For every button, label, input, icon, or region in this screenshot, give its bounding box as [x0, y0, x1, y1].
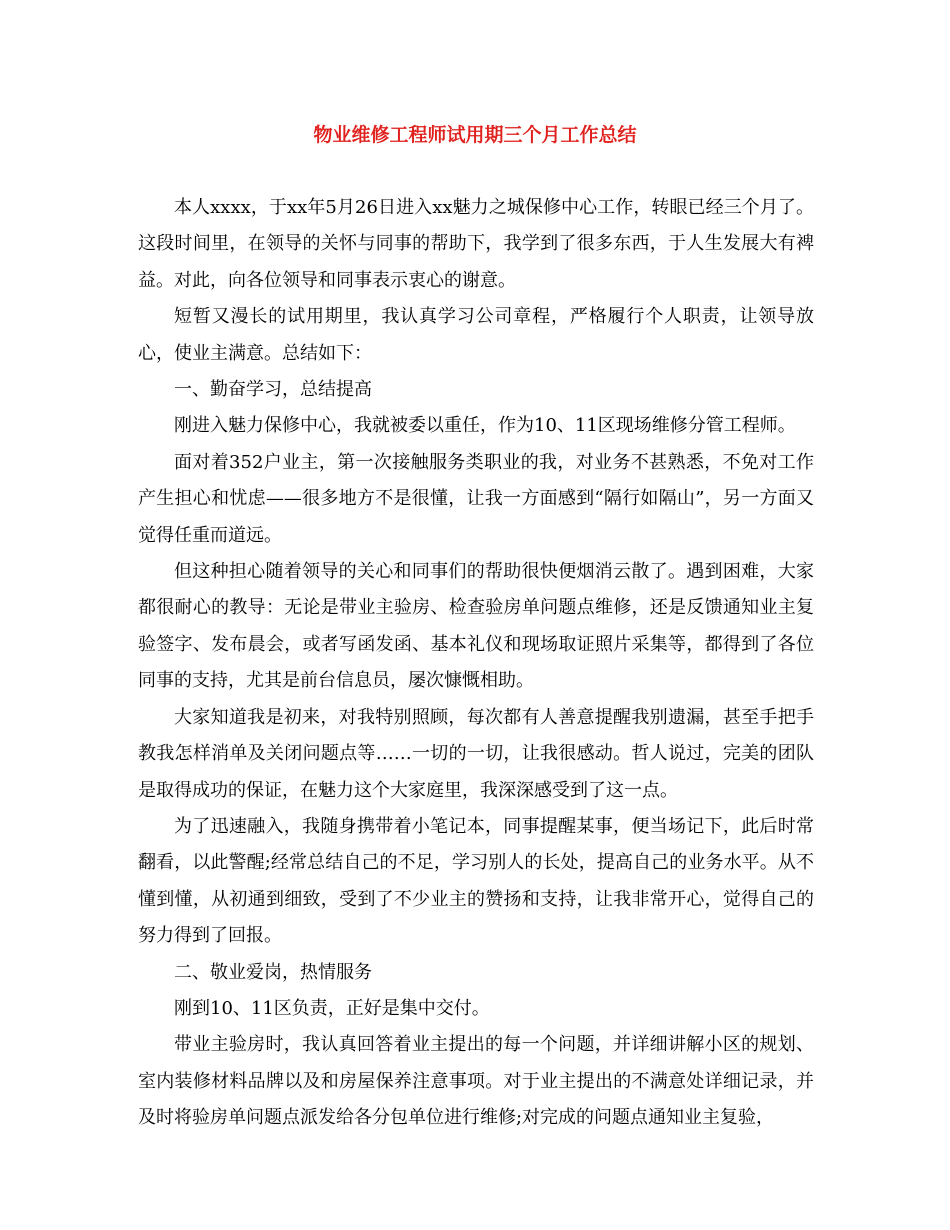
paragraph: 面对着352户业主，第一次接触服务类职业的我，对业务不甚熟悉，不免对工作产生担心和忧虑——很多地方不是很懂，让我一方面感到“隔行如隔山”，另一方面又觉得任重而道远。	[138, 451, 814, 546]
paragraph: 短暂又漫长的试用期里，我认真学习公司章程，严格履行个人职责，让领导放心，使业主满意。总结如下：	[138, 306, 814, 364]
paragraph: 刚进入魅力保修中心，我就被委以重任，作为10、11区现场维修分管工程师。	[174, 415, 796, 437]
document-title: 物业维修工程师试用期三个月工作总结	[313, 124, 637, 146]
paragraph: 为了迅速融入，我随身携带着小笔记本，同事提醒某事，便当场记下，此后时常翻看，以此警醒;经常总结自己的不足，学习别人的长处，提高自己的业务水平。从不懂到懂，从初通到细致，受到了不少业主的赞扬和支持，让我非常开心，觉得自己的努力得到了回报。	[138, 815, 814, 947]
paragraph: 带业主验房时，我认真回答着业主提出的每一个问题，并详细讲解小区的规划、室内装修材料品牌以及和房屋保养注意事项。对于业主提出的不满意处详细记录，并及时将验房单问题点派发给各分包单位进行维修;对完成的问题点通知业主复验，	[138, 1034, 814, 1129]
paragraph: 本人xxxx，于xx年5月26日进入xx魅力之城保修中心工作，转眼已经三个月了。这段时间里，在领导的关怀与同事的帮助下，我学到了很多东西，于人生发展大有裨益。对此，向各位领导和同事表示衷心的谢意。	[138, 197, 814, 291]
paragraph: 刚到10、11区负责，正好是集中交付。	[174, 997, 490, 1019]
paragraph: 但这种担心随着领导的关心和同事们的帮助很快便烟消云散了。遇到困难，大家都很耐心的教导：无论是带业主验房、检查验房单问题点维修，还是反馈通知业主复验签字、发布晨会，或者写函发函、基本礼仪和现场取证照片采集等，都得到了各位同事的支持，尤其是前台信息员，屡次慷慨相助。	[138, 561, 814, 692]
section-heading: 一、勤奋学习，总结提高	[174, 379, 372, 401]
section-heading: 二、敬业爱岗，热情服务	[174, 961, 372, 983]
document-body	[138, 190, 814, 1137]
paragraph: 大家知道我是初来，对我特别照顾，每次都有人善意提醒我别遗漏，甚至手把手教我怎样消单及关闭问题点等……一切的一切，让我很感动。哲人说过，完美的团队是取得成功的保证，在魅力这个大家庭里，我深深感受到了这一点。	[138, 706, 814, 801]
